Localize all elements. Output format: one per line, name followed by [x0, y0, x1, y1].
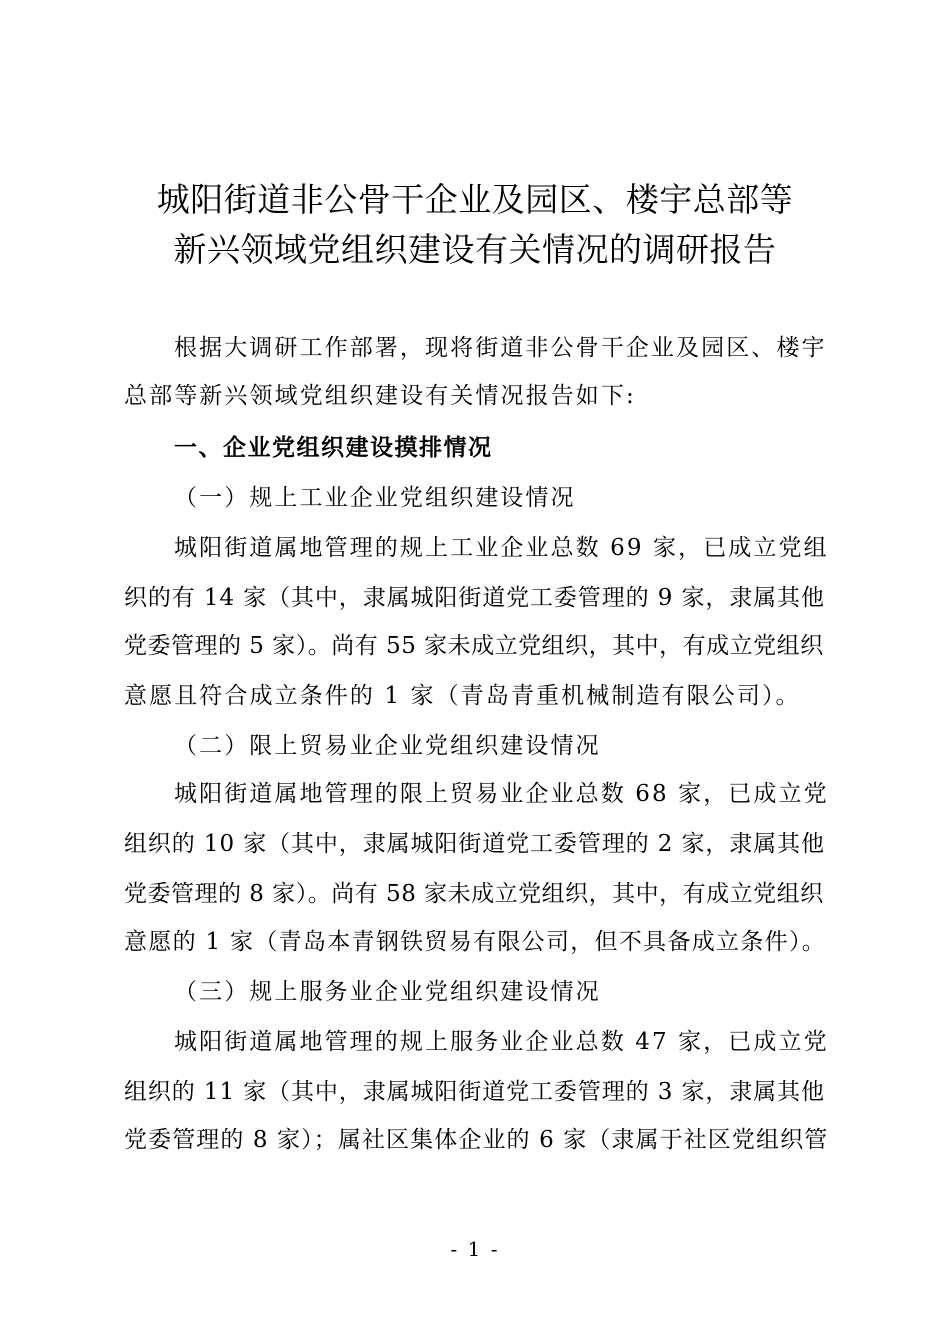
- paragraph-line: 城阳街道属地管理的限上贸易业企业总数 68 家，已成立党: [174, 781, 829, 807]
- paragraph-line: 意愿的 1 家（青岛本青钢铁贸易有限公司，但不具备成立条件）。: [124, 929, 827, 955]
- paragraph-line: 党委管理的 8 家）；属社区集体企业的 6 家（隶属于社区党组织管: [124, 1127, 829, 1153]
- paragraph-line: 组织的 11 家（其中，隶属城阳街道党工委管理的 3 家，隶属其他: [124, 1079, 825, 1105]
- page-number: - 1 -: [450, 1237, 500, 1261]
- subsection-heading-1: （一）规上工业企业党组织建设情况: [174, 485, 576, 511]
- document-title-line-2: 新兴领域党组织建设有关情况的调研报告: [173, 230, 777, 269]
- subsection-heading-3: （三）规上服务业企业党组织建设情况: [174, 979, 601, 1005]
- paragraph-line: 织的有 14 家（其中，隶属城阳街道党工委管理的 9 家，隶属其他: [124, 585, 825, 611]
- intro-line-1: 根据大调研工作部署，现将街道非公骨干企业及园区、楼宇: [174, 335, 827, 361]
- paragraph-line: 意愿且符合成立条件的 1 家（青岛青重机械制造有限公司）。: [124, 683, 801, 709]
- document-title-line-1: 城阳街道非公骨干企业及园区、楼宇总部等: [156, 180, 794, 219]
- subsection-heading-2: （二）限上贸易业企业党组织建设情况: [174, 733, 601, 759]
- paragraph-line: 党委管理的 5 家）。尚有 55 家未成立党组织，其中，有成立党组织: [124, 633, 824, 659]
- paragraph-line: 党委管理的 8 家）。尚有 58 家未成立党组织，其中，有成立党组织: [124, 881, 824, 907]
- paragraph-line: 城阳街道属地管理的规上工业企业总数 69 家，已成立党组: [174, 535, 829, 561]
- paragraph-line: 城阳街道属地管理的规上服务业企业总数 47 家，已成立党: [174, 1029, 829, 1055]
- section-heading: 一、企业党组织建设摸排情况: [174, 435, 493, 461]
- intro-line-2: 总部等新兴领域党组织建设有关情况报告如下:: [124, 383, 636, 409]
- paragraph-line: 组织的 10 家（其中，隶属城阳街道党工委管理的 2 家，隶属其他: [124, 831, 825, 857]
